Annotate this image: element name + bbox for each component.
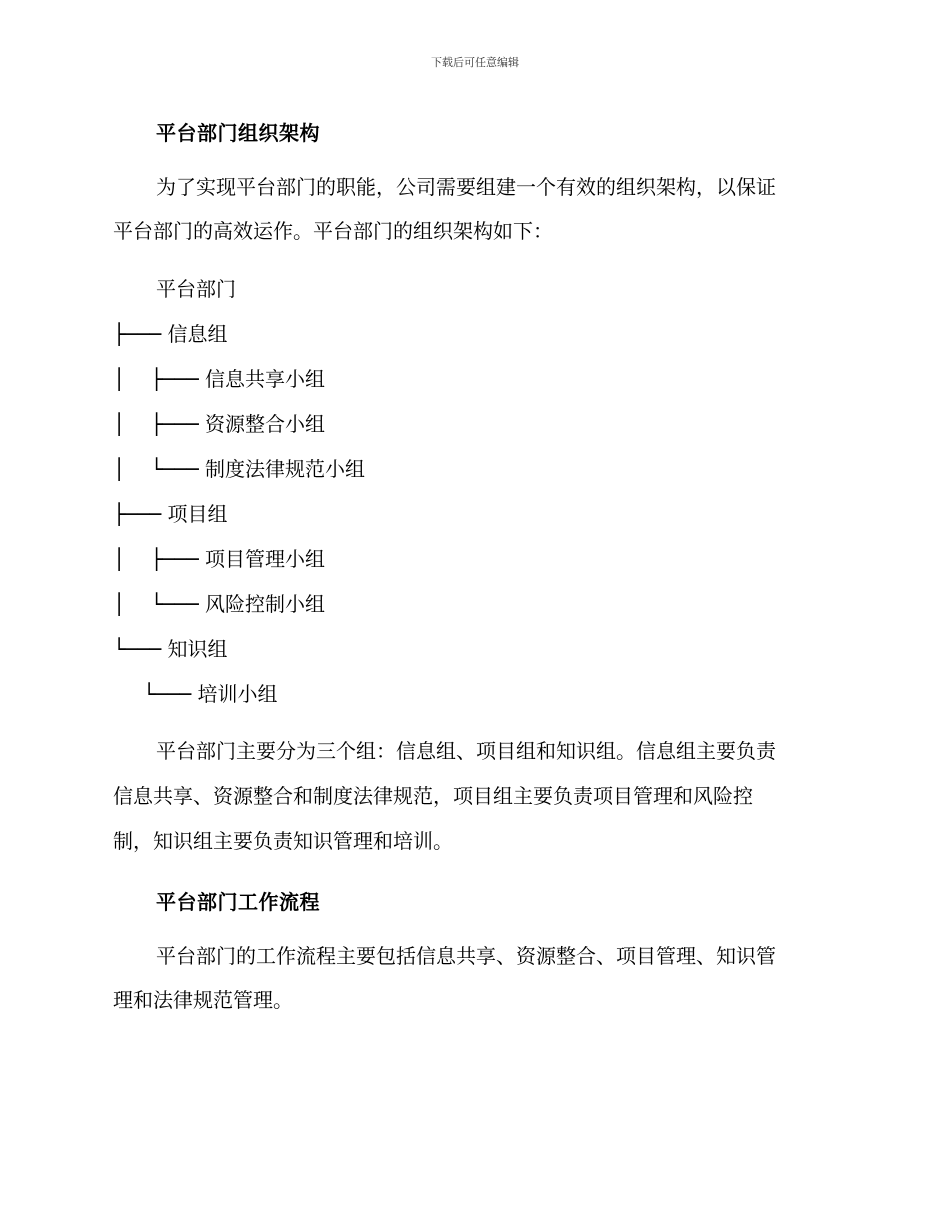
page-header: 下载后可任意编辑 [431, 56, 519, 69]
tree-root: 平台部门 [156, 277, 236, 301]
intro-line-2: 平台部门的高效运作。平台部门的组织架构如下： [113, 219, 553, 243]
tree-node-project-group: ├─── 项目组 [113, 502, 228, 526]
summary-line-1: 平台部门主要分为三个组：信息组、项目组和知识组。信息组主要负责 [156, 739, 776, 763]
summary-line-2: 信息共享、资源整合和制度法律规范，项目组主要负责项目管理和风险控 [113, 784, 753, 808]
tree-node-resource-integration: │ ├─── 资源整合小组 [113, 412, 325, 436]
tree-node-info-group: ├─── 信息组 [113, 322, 228, 346]
summary-line-3: 制，知识组主要负责知识管理和培训。 [113, 829, 453, 853]
intro-line-1: 为了实现平台部门的职能，公司需要组建一个有效的组织架构，以保证 [156, 175, 776, 199]
workflow-line-2: 理和法律规范管理。 [113, 988, 293, 1012]
workflow-line-1: 平台部门的工作流程主要包括信息共享、资源整合、项目管理、知识管 [156, 944, 776, 968]
tree-node-project-management: │ ├─── 项目管理小组 [113, 547, 325, 571]
tree-node-info-sharing: │ ├─── 信息共享小组 [113, 367, 325, 391]
section-heading-org: 平台部门组织架构 [156, 121, 320, 145]
section-heading-workflow: 平台部门工作流程 [156, 890, 320, 914]
tree-node-training: └─── 培训小组 [143, 682, 278, 706]
tree-node-regulation: │ └─── 制度法律规范小组 [113, 457, 365, 481]
tree-node-knowledge-group: └─── 知识组 [113, 637, 228, 661]
tree-node-risk-control: │ └─── 风险控制小组 [113, 592, 325, 616]
